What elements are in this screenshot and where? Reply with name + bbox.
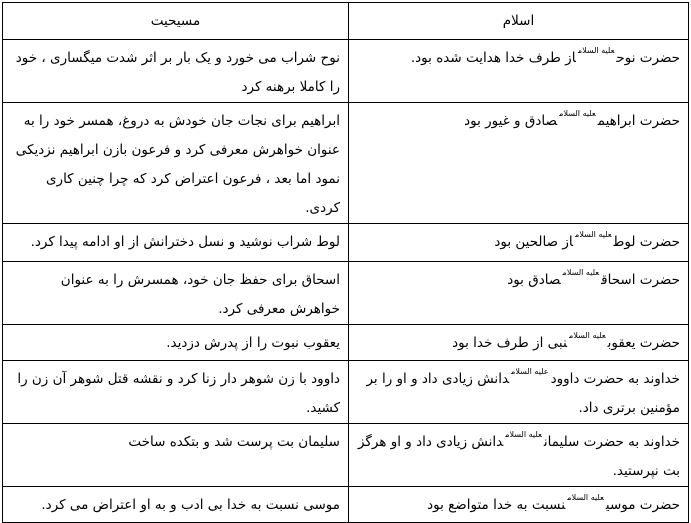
honorific: علیه السلام xyxy=(511,367,549,376)
cell-islam xyxy=(349,487,689,523)
prophet-text: خداوند به حضرت سلیمان xyxy=(543,434,680,450)
islam-text: صادق و غیور بود xyxy=(464,113,558,129)
cell-christianity: لوط شراب نوشید و نسل دخترانش از او ادامه پیدا کرد. xyxy=(3,224,349,262)
cell-islam xyxy=(349,224,689,262)
honorific: علیه السلام xyxy=(562,268,600,277)
cell-christianity: اسحاق برای حفظ جان خود، همسرش را به عنوان خواهرش معرفی کرد. xyxy=(3,262,349,325)
islam-text: نبی از طرف خدا بود xyxy=(452,335,568,351)
cell-christianity: یعقوب نبوت را از پدرش دزدید. xyxy=(3,325,349,361)
cell-christianity: ابراهیم برای نجات جان خودش به دروغ، همسر خود را به عنوان خواهرش معرفی کرد و فرعون بازن ابراهیم نزدیکی نمود اما بعد ، فرعون اعتراض کرد که چرا چنین کاری کردی. xyxy=(3,103,349,224)
prophet-text: حضرت موسی xyxy=(605,497,680,513)
cell-islam xyxy=(349,361,689,424)
cell-christianity: موسی نسبت به خدا بی ادب و به او اعتراض می کرد. xyxy=(3,487,349,523)
cell-christianity: نوح شراب می خورد و یک بار بر اثر شدت میگساری ، خود را کاملا برهنه کرد xyxy=(3,40,349,103)
table-row xyxy=(3,424,689,487)
header-row xyxy=(3,3,689,40)
prophet-text: حضرت نوح xyxy=(616,50,680,66)
honorific: علیه السلام xyxy=(569,331,606,340)
prophet-text: حضرت ابراهیم xyxy=(597,113,680,129)
islam-text: صادق بود xyxy=(507,272,561,288)
cell-islam xyxy=(349,325,689,361)
honorific: علیه السلام xyxy=(505,430,542,439)
header-islam: اسلام xyxy=(349,3,689,40)
honorific: علیه السلام xyxy=(559,109,596,118)
table-row xyxy=(3,361,689,424)
table-row xyxy=(3,40,689,103)
prophet-text: حضرت لوط xyxy=(613,234,680,250)
table-row xyxy=(3,325,689,361)
islam-text: از صالحین بود xyxy=(494,234,574,250)
prophet-text: حضرت اسحاق xyxy=(601,272,680,288)
cell-christianity: داوود با زن شوهر دار زنا کرد و نقشه قتل شوهر آن زن را کشید. xyxy=(3,361,349,424)
table-row xyxy=(3,262,689,325)
table-row xyxy=(3,103,689,224)
islam-text: از طرف خدا هدایت شده بود. xyxy=(410,50,576,66)
islam-text: دانش زیادی داد و او هرگز بت نپرستید. xyxy=(357,434,680,479)
honorific: علیه السلام xyxy=(575,230,612,239)
cell-islam xyxy=(349,424,689,487)
cell-islam xyxy=(349,103,689,224)
table-row xyxy=(3,487,689,523)
comparison-table xyxy=(2,2,689,523)
islam-text: نسبت به خدا متواضع بود xyxy=(427,497,566,513)
prophet-text: حضرت یعقوب xyxy=(607,335,680,351)
cell-christianity: سلیمان بت پرست شد و بتکده ساخت xyxy=(3,424,349,487)
islam-text: دانش زیادی داد و او را بر مؤمنین برتری داد. xyxy=(366,371,680,416)
honorific: علیه السلام xyxy=(577,46,615,55)
cell-islam xyxy=(349,40,689,103)
header-christianity: مسیحیت xyxy=(3,3,349,40)
table-row xyxy=(3,224,689,262)
honorific: علیه السلام xyxy=(567,493,604,502)
cell-islam xyxy=(349,262,689,325)
prophet-text: خداوند به حضرت داوود xyxy=(550,371,680,387)
